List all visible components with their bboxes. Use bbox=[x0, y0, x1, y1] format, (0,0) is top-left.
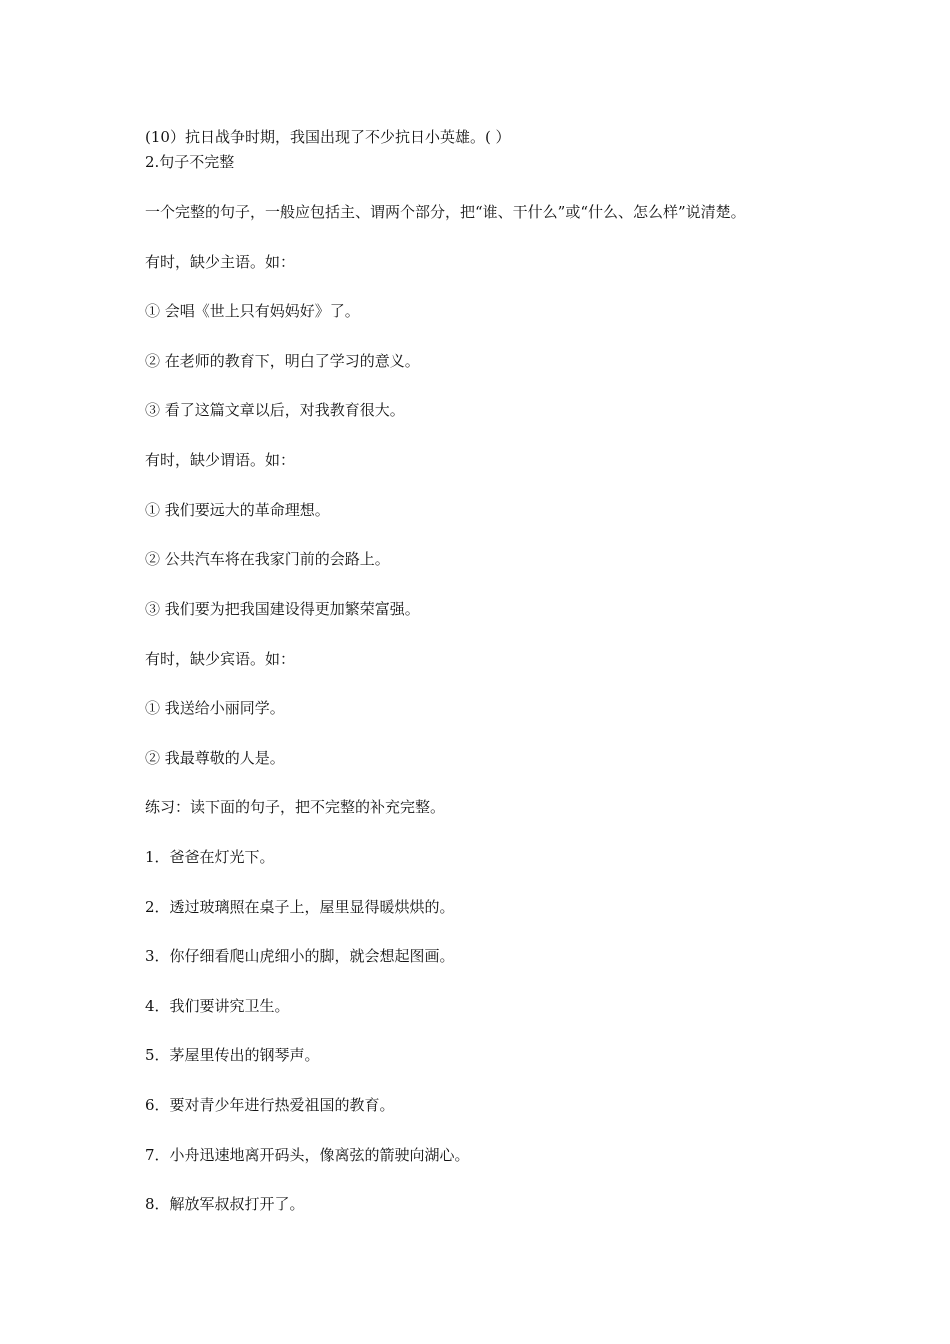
group-title-subject: 有时，缺少主语。如： bbox=[145, 253, 296, 271]
example-line: ① 我们要远大的革命理想。 bbox=[145, 501, 330, 519]
group-title-object: 有时，缺少宾语。如： bbox=[145, 650, 296, 668]
exercise-title: 练习：读下面的句子，把不完整的补充完整。 bbox=[145, 798, 446, 816]
example-line: ② 我最尊敬的人是。 bbox=[145, 749, 285, 767]
section-heading: 2.句子不完整 bbox=[145, 153, 235, 171]
example-line: ③ 我们要为把我国建设得更加繁荣富强。 bbox=[145, 600, 420, 618]
exercise-item: 4．我们要讲究卫生。 bbox=[145, 997, 290, 1015]
exercise-item: 7．小舟迅速地离开码头，像离弦的箭驶向湖心。 bbox=[145, 1146, 470, 1164]
exercise-item: 8．解放军叔叔打开了。 bbox=[145, 1195, 305, 1213]
exercise-item: 1．爸爸在灯光下。 bbox=[145, 848, 275, 866]
group-title-predicate: 有时，缺少谓语。如： bbox=[145, 451, 296, 469]
intro-item: (10）抗日战争时期，我国出现了不少抗日小英雄。( ） bbox=[145, 128, 511, 146]
example-line: ③ 看了这篇文章以后，对我教育很大。 bbox=[145, 401, 405, 419]
exercise-item: 2．透过玻璃照在桌子上，屋里显得暖烘烘的。 bbox=[145, 898, 455, 916]
definition-paragraph: 一个完整的句子，一般应包括主、谓两个部分，把“谁、干什么”或“什么、怎么样”说清楚。 bbox=[145, 203, 746, 221]
exercise-item: 6．要对青少年进行热爱祖国的教育。 bbox=[145, 1096, 395, 1114]
exercise-item: 5．茅屋里传出的钢琴声。 bbox=[145, 1046, 320, 1064]
example-line: ① 会唱《世上只有妈妈好》了。 bbox=[145, 302, 360, 320]
example-line: ② 公共汽车将在我家门前的会路上。 bbox=[145, 550, 390, 568]
exercise-item: 3．你仔细看爬山虎细小的脚，就会想起图画。 bbox=[145, 947, 455, 965]
example-line: ② 在老师的教育下，明白了学习的意义。 bbox=[145, 352, 420, 370]
example-line: ① 我送给小丽同学。 bbox=[145, 699, 285, 717]
